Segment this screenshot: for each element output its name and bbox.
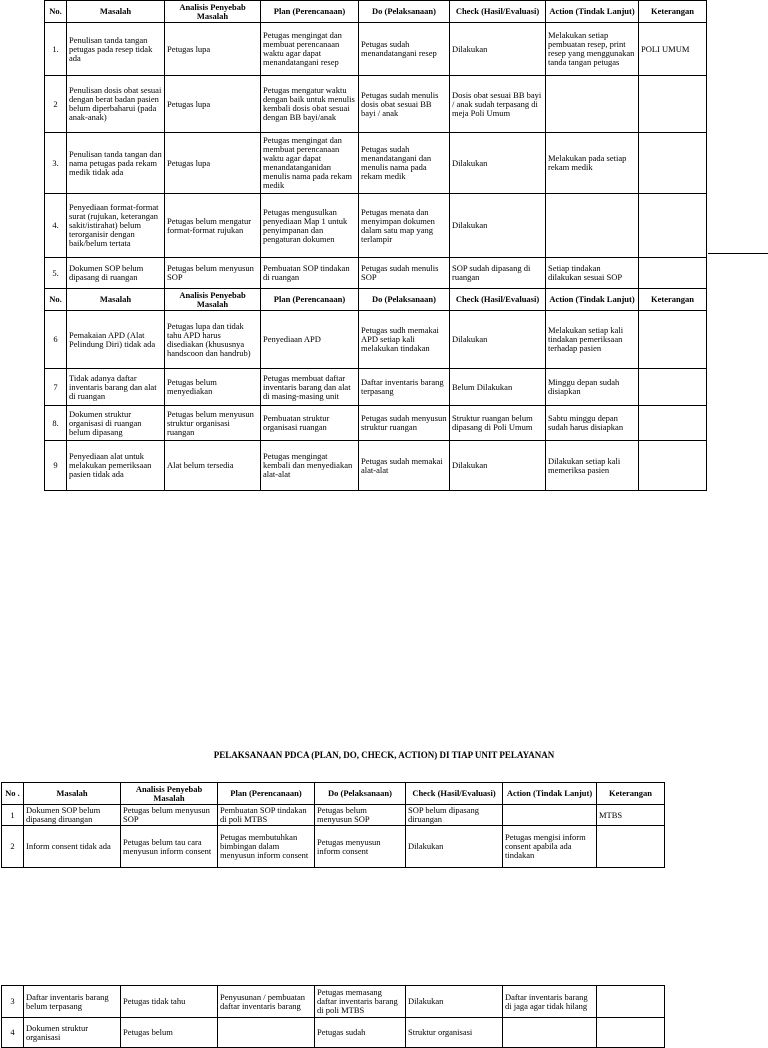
table-cell (218, 1018, 315, 1048)
pdca-table-mtbs (1, 782, 665, 868)
column-header: Analisis Penyebab Masalah (165, 1, 261, 23)
table-cell: Dilakukan (406, 986, 503, 1018)
table-row (45, 406, 707, 441)
table-cell: Dilakukan (406, 826, 503, 868)
table-cell: Petugas sudah menulis SOP (359, 258, 450, 289)
table-cell: Penyediaan format-format surat (rujukan, keterangan sakit/istirahat) belum terorganisir dengan baik/belum tertata (67, 194, 165, 258)
table-cell: Petugas memasang daftar inventaris barang di poli MTBS (315, 986, 406, 1018)
table-cell: Dokumen struktur organisasi di ruangan belum dipasang (67, 406, 165, 441)
table-cell: Struktur organisasi (406, 1018, 503, 1048)
table-cell (546, 76, 639, 133)
table-cell: Petugas lupa (165, 76, 261, 133)
table-cell: Dokumen SOP belum dipasang di ruangan (67, 258, 165, 289)
row-number: 7 (45, 369, 67, 406)
table-row (45, 194, 707, 258)
pdca-table-3-region (0, 985, 768, 1042)
table-cell: Penyediaan alat untuk melakukan pemeriksaan pasien tidak ada (67, 441, 165, 491)
table-cell: Penulisan dosis obat sesuai dengan berat badan pasien belum diperbaharui (pada anak-anak) (67, 76, 165, 133)
table-cell: Petugas mengingat kembali dan menyediakan alat-alat (261, 441, 359, 491)
table-cell (597, 986, 665, 1018)
table-row (2, 826, 665, 868)
column-header: Action (Tindak Lanjut) (546, 289, 639, 311)
table-row (45, 76, 707, 133)
table-cell: Petugas sudah menandatangani resep (359, 23, 450, 76)
table-cell (597, 826, 665, 868)
table-cell (546, 194, 639, 258)
section-title: PELAKSANAAN PDCA (PLAN, DO, CHECK, ACTION) DI TIAP UNIT PELAYANAN (213, 750, 555, 760)
table-cell: Petugas lupa (165, 133, 261, 194)
table-header-row (2, 783, 665, 805)
table-cell: Petugas mengatur waktu dengan baik untuk menulis kembali dosis obat sesuai dengan BB bayi/anak (261, 76, 359, 133)
table-cell (639, 406, 707, 441)
table-cell: SOP belum dipasang diruangan (406, 805, 503, 826)
table-cell: Petugas belum menyusun SOP (315, 805, 406, 826)
table-row (45, 133, 707, 194)
row-number: 4 (2, 1018, 24, 1048)
column-header: Keterangan (597, 783, 665, 805)
table-cell: Petugas membutuhkan bimbingan dalam menyusun inform consent (218, 826, 315, 868)
table-cell: Penulisan tanda tangan petugas pada resep tidak ada (67, 23, 165, 76)
table-cell: Petugas sudah menandatangani dan menulis nama pada rekam medik (359, 133, 450, 194)
row-number: 8. (45, 406, 67, 441)
row-number: 3 (2, 986, 24, 1018)
row-number: 1 (2, 805, 24, 826)
table-cell: Petugas sudh memakai APD setiap kali melakukan tindakan (359, 311, 450, 369)
table-cell: Petugas belum tau cara menyusun inform consent (121, 826, 218, 868)
table-cell: Dosis obat sesuai BB bayi / anak sudah terpasang di meja Poli Umum (450, 76, 546, 133)
table-cell: Daftar inventaris barang terpasang (359, 369, 450, 406)
table-row (45, 23, 707, 76)
row-number: 9 (45, 441, 67, 491)
table-cell: Pemakaian APD (Alat Pelindung Diri) tidak ada (67, 311, 165, 369)
column-header: Keterangan (639, 289, 707, 311)
column-header: Masalah (24, 783, 121, 805)
row-number: 2 (45, 76, 67, 133)
table-cell: Dilakukan setiap kali memeriksa pasien (546, 441, 639, 491)
table-row (45, 369, 707, 406)
column-header: No. (45, 289, 67, 311)
table-cell: Dilakukan (450, 441, 546, 491)
table-cell: Dilakukan (450, 133, 546, 194)
row-number: 2 (2, 826, 24, 868)
column-header: Plan (Perencanaan) (261, 289, 359, 311)
column-header: No. (45, 1, 67, 23)
table-cell (639, 76, 707, 133)
table-row (45, 441, 707, 491)
table-cell: Petugas belum menyusun struktur organisasi ruangan (165, 406, 261, 441)
table-cell: Petugas sudah (315, 1018, 406, 1048)
column-header: Plan (Perencanaan) (261, 1, 359, 23)
table-cell (639, 441, 707, 491)
table-cell: SOP sudah dipasang di ruangan (450, 258, 546, 289)
column-header: Analisis Penyebab Masalah (165, 289, 261, 311)
column-header: Check (Hasil/Evaluasi) (406, 783, 503, 805)
table-cell: Dilakukan (450, 23, 546, 76)
table-cell: Pembuatan struktur organisasi ruangan (261, 406, 359, 441)
table-cell: Penyediaan APD (261, 311, 359, 369)
table-cell (639, 311, 707, 369)
divider-line (708, 253, 768, 254)
column-header: Masalah (67, 289, 165, 311)
column-header: Action (Tindak Lanjut) (546, 1, 639, 23)
table-cell: Daftar inventaris barang di jaga agar tidak hilang (503, 986, 597, 1018)
table-cell: Belum Dilakukan (450, 369, 546, 406)
column-header: Keterangan (639, 1, 707, 23)
row-number: 6 (45, 311, 67, 369)
table-cell (639, 133, 707, 194)
column-header: Check (Hasil/Evaluasi) (450, 1, 546, 23)
table-cell: Minggu depan sudah disiapkan (546, 369, 639, 406)
table-cell: Petugas belum menyusun SOP (165, 258, 261, 289)
table-row (45, 311, 707, 369)
column-header: Masalah (67, 1, 165, 23)
table-cell: Dokumen SOP belum dipasang diruangan (24, 805, 121, 826)
table-row (2, 986, 665, 1018)
table-cell: Pembuatan SOP tindakan di poli MTBS (218, 805, 315, 826)
table-cell: Inform consent tidak ada (24, 826, 121, 868)
table-cell: Melakukan pada setiap rekam medik (546, 133, 639, 194)
table-cell: Petugas belum menyusun SOP (121, 805, 218, 826)
column-header: Action (Tindak Lanjut) (503, 783, 597, 805)
row-number: 5. (45, 258, 67, 289)
table-cell: Melakukan setiap pembuatan resep, print resep yang menggunakan tanda tangan petugas (546, 23, 639, 76)
table-cell: Petugas lupa (165, 23, 261, 76)
table-row (2, 1018, 665, 1048)
table-cell: Petugas sudah memakai alat-alat (359, 441, 450, 491)
table-cell: Petugas belum menyediakan (165, 369, 261, 406)
table-cell: Alat belum tersedia (165, 441, 261, 491)
column-header: Do (Pelaksanaan) (315, 783, 406, 805)
table-row (45, 258, 707, 289)
row-number: 1. (45, 23, 67, 76)
table-cell: Petugas tidak tahu (121, 986, 218, 1018)
table-cell: Sabtu minggu depan sudah harus disiapkan (546, 406, 639, 441)
table-cell: Petugas mengingat dan membuat perencanaan waktu agar dapat menandatanganidan menulis nama pada rekam medik (261, 133, 359, 194)
table-cell (503, 805, 597, 826)
table-cell (503, 1018, 597, 1048)
table-cell: Petugas membuat daftar inventaris barang dan alat di masing-masing unit (261, 369, 359, 406)
table-cell (639, 194, 707, 258)
row-number: 4. (45, 194, 67, 258)
table-cell: Dilakukan (450, 311, 546, 369)
table-cell: Petugas menyusun inform consent (315, 826, 406, 868)
table-cell: Dokumen struktur organisasi (24, 1018, 121, 1048)
table-cell: Pembuatan SOP tindakan di ruangan (261, 258, 359, 289)
table-cell: Petugas belum mengatur format-format rujukan (165, 194, 261, 258)
column-header: Analisis Penyebab Masalah (121, 783, 218, 805)
table-header-row (45, 1, 707, 23)
table-cell: Petugas mengusulkan penyediaan Map 1 untuk penyimpanan dan pengaturan dokumen (261, 194, 359, 258)
column-header: Plan (Perencanaan) (218, 783, 315, 805)
table-row (2, 805, 665, 826)
table-cell: Petugas sudah menulis dosis obat sesuai BB bayi / anak (359, 76, 450, 133)
table-cell (639, 258, 707, 289)
pdca-table-mtbs-continued (1, 985, 665, 1048)
table-cell: Petugas mengisi inform consent apabila ada tindakan (503, 826, 597, 868)
column-header: No . (2, 783, 24, 805)
column-header: Do (Pelaksanaan) (359, 289, 450, 311)
column-header: Check (Hasil/Evaluasi) (450, 289, 546, 311)
table-cell: Petugas sudah menyusun struktur ruangan (359, 406, 450, 441)
table-cell: Tidak adanya daftar inventaris barang dan alat di ruangan (67, 369, 165, 406)
table-cell: Penyusunan / pembuatan daftar inventaris barang (218, 986, 315, 1018)
table-cell: Setiap tindakan dilakukan sesuai SOP (546, 258, 639, 289)
row-number: 3. (45, 133, 67, 194)
table-cell: Melakukan setiap kali tindakan pemeriksaan terhadap pasien (546, 311, 639, 369)
table-cell: MTBS (597, 805, 665, 826)
table-cell: Dilakukan (450, 194, 546, 258)
column-header: Do (Pelaksanaan) (359, 1, 450, 23)
table-cell: Petugas belum (121, 1018, 218, 1048)
table-cell: Petugas menata dan menyimpan dokumen dalam satu map yang terlampir (359, 194, 450, 258)
table-cell: Penulisan tanda tangan dan nama petugas pada rekam medik tidak ada (67, 133, 165, 194)
table-cell: Daftar inventaris barang belum terpasang (24, 986, 121, 1018)
table-cell: Petugas lupa dan tidak tahu APD harus disediakan (khususnya handscoon dan handrub) (165, 311, 261, 369)
table-cell: Petugas mengingat dan membuat perencanaan waktu agar dapat menandatangani resep (261, 23, 359, 76)
table-header-row (45, 289, 707, 311)
table-cell: POLI UMUM (639, 23, 707, 76)
table-cell: Struktur ruangan belum dipasang di Poli Umum (450, 406, 546, 441)
pdca-table-poli-umum (44, 0, 707, 491)
pdca-table-1-region (0, 0, 768, 479)
table-cell (639, 369, 707, 406)
table-cell (597, 1018, 665, 1048)
